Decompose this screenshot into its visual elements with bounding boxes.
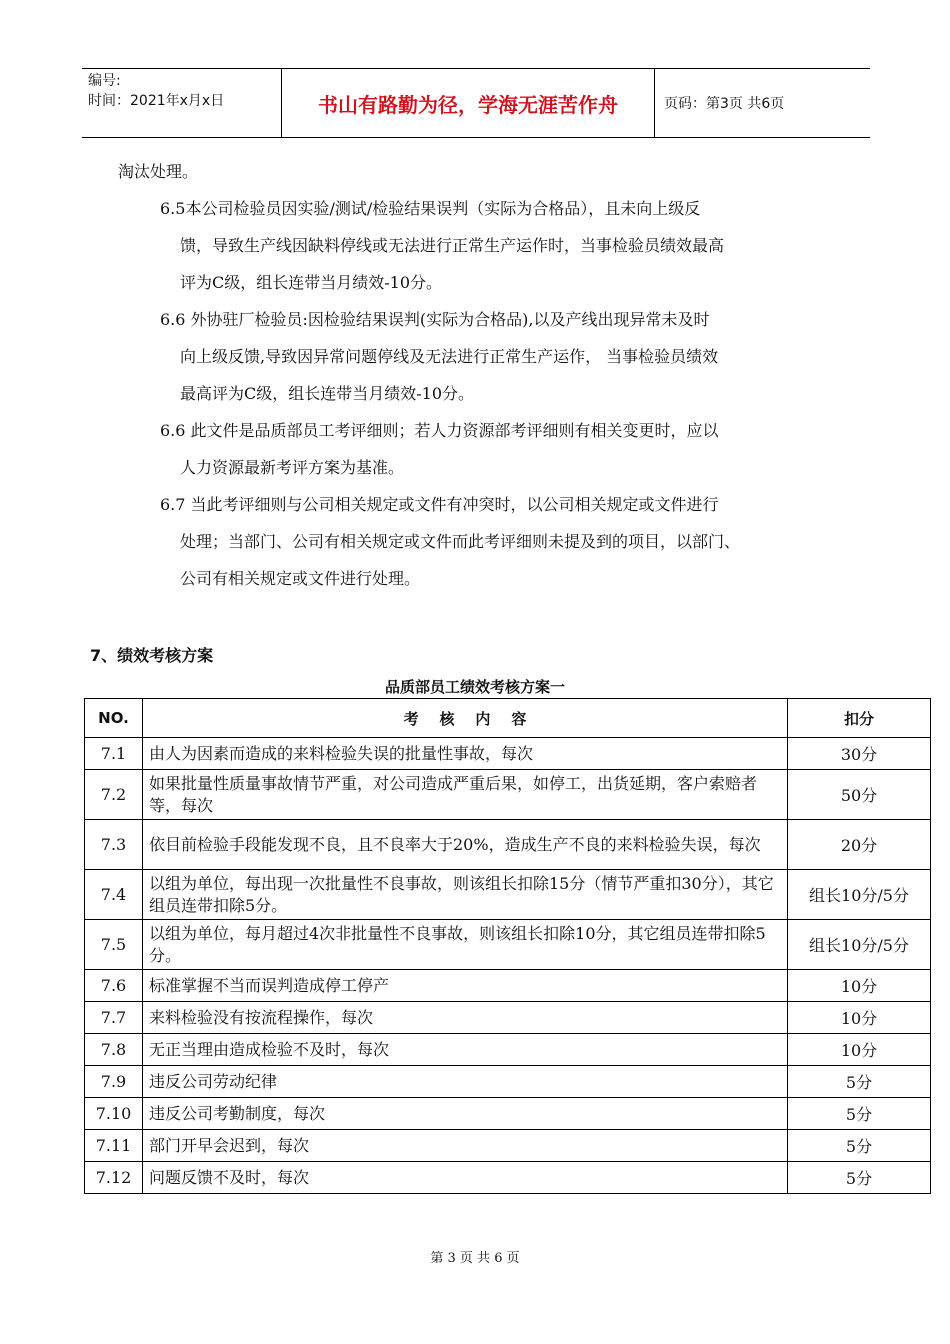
row-points: 50分 (788, 770, 931, 820)
row-content: 违反公司考勤制度，每次 (143, 1098, 788, 1130)
time-label: 时间：2021年x月x日 (88, 93, 225, 109)
row-no: 7.4 (85, 870, 143, 920)
row-no: 7.1 (85, 738, 143, 770)
row-points: 5分 (788, 1066, 931, 1098)
body-line: 6.6 此文件是品质部员工考评细则；若人力资源部考评细则有相关变更时，应以 (160, 421, 719, 440)
row-points: 20分 (788, 820, 931, 870)
header-content: 考 核 内 容 (143, 699, 788, 738)
row-points: 5分 (788, 1162, 931, 1194)
body-line: 评为C级，组长连带当月绩效-10分。 (180, 273, 443, 292)
table-row (85, 1066, 931, 1098)
row-no: 7.11 (85, 1130, 143, 1162)
row-points: 30分 (788, 738, 931, 770)
header-meta (82, 69, 282, 137)
body-line: 人力资源最新考评方案为基准。 (180, 458, 405, 477)
row-content: 违反公司劳动纪律 (143, 1066, 788, 1098)
row-no: 7.8 (85, 1034, 143, 1066)
header-no: NO. (85, 699, 143, 738)
body-line: 公司有相关规定或文件进行处理。 (180, 569, 421, 588)
table-caption: 品质部员工绩效考核方案一 (384, 678, 565, 696)
row-points: 5分 (788, 1098, 931, 1130)
table-header-row (85, 699, 931, 738)
body-line: 6.7 当此考评细则与公司相关规定或文件有冲突时，以公司相关规定或文件进行 (160, 495, 719, 514)
row-content: 由人为因素而造成的来料检验失误的批量性事故，每次 (143, 738, 788, 770)
row-no: 7.2 (85, 770, 143, 820)
row-no: 7.12 (85, 1162, 143, 1194)
row-no: 7.7 (85, 1002, 143, 1034)
body-line: 处理；当部门、公司有相关规定或文件而此考评细则未提及到的项目，以部门、 (180, 532, 741, 551)
row-no: 7.6 (85, 970, 143, 1002)
page-footer: 第 3 页 共 6 页 (430, 1251, 520, 1266)
number-label: 编号: (88, 73, 121, 89)
row-content: 依目前检验手段能发现不良，且不良率大于20%，造成生产不良的来料检验失误，每次 (143, 820, 788, 870)
row-no: 7.9 (85, 1066, 143, 1098)
table-row (85, 970, 931, 1002)
header-motto: 书山有路勤为径，学海无涯苦作舟 (282, 69, 655, 137)
body-line: 向上级反馈,导致因异常问题停线及无法进行正常生产运作， 当事检验员绩效 (180, 347, 719, 366)
body-line: 6.5本公司检验员因实验/测试/检验结果误判（实际为合格品），且未向上级反 (160, 199, 701, 218)
row-content: 来料检验没有按流程操作，每次 (143, 1002, 788, 1034)
row-content: 如果批量性质量事故情节严重，对公司造成严重后果，如停工，出货延期，客户索赔者等，每次 (143, 770, 788, 820)
row-points: 10分 (788, 1002, 931, 1034)
row-points: 组长10分/5分 (788, 870, 931, 920)
table-row (85, 820, 931, 870)
row-points: 10分 (788, 1034, 931, 1066)
table-row (85, 1162, 931, 1194)
body-line: 馈，导致生产线因缺料停线或无法进行正常生产运作时，当事检验员绩效最高 (180, 236, 725, 255)
body-line: 淘汰处理。 (118, 162, 199, 181)
table-row (85, 920, 931, 970)
row-content: 以组为单位，每出现一次批量性不良事故，则该组长扣除15分（情节严重扣30分），其它组员连带扣除5分。 (143, 870, 788, 920)
table-row (85, 1130, 931, 1162)
table-row (85, 738, 931, 770)
header-page-label: 页码：第3页 共6页 (664, 96, 785, 112)
row-content: 无正当理由造成检验不及时，每次 (143, 1034, 788, 1066)
row-content: 以组为单位，每月超过4次非批量性不良事故，则该组长扣除10分，其它组员连带扣除5分。 (143, 920, 788, 970)
document-header (82, 68, 870, 138)
assessment-table (84, 698, 931, 1194)
row-no: 7.3 (85, 820, 143, 870)
table-row (85, 1002, 931, 1034)
row-no: 7.10 (85, 1098, 143, 1130)
row-no: 7.5 (85, 920, 143, 970)
table-row (85, 770, 931, 820)
table-row (85, 870, 931, 920)
table-row (85, 1034, 931, 1066)
row-content: 问题反馈不及时，每次 (143, 1162, 788, 1194)
body-line: 6.6 外协驻厂检验员:因检验结果误判(实际为合格品),以及产线出现异常未及时 (160, 310, 710, 329)
section-title: 7、绩效考核方案 (90, 646, 214, 665)
row-points: 10分 (788, 970, 931, 1002)
row-points: 组长10分/5分 (788, 920, 931, 970)
row-content: 标准掌握不当而误判造成停工停产 (143, 970, 788, 1002)
body-line: 最高评为C级，组长连带当月绩效-10分。 (180, 384, 475, 403)
table-row (85, 1098, 931, 1130)
row-content: 部门开早会迟到，每次 (143, 1130, 788, 1162)
header-points: 扣分 (788, 699, 931, 738)
row-points: 5分 (788, 1130, 931, 1162)
